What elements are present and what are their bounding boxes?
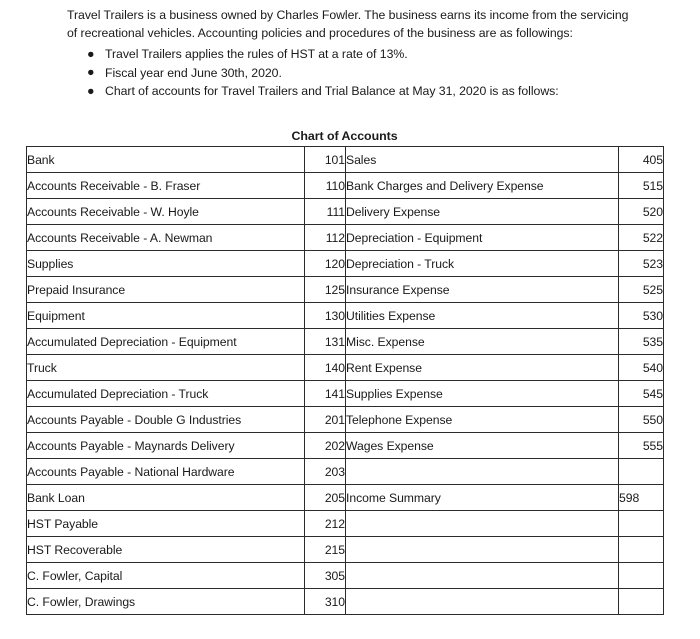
account-number-cell: 120 <box>305 251 346 277</box>
account-name-cell <box>346 589 619 615</box>
account-name-cell: Accounts Receivable - B. Fraser <box>27 173 305 199</box>
account-number-cell: 202 <box>305 433 346 459</box>
account-name-cell: Accounts Receivable - A. Newman <box>27 225 305 251</box>
account-name-cell: Truck <box>27 355 305 381</box>
account-name-cell: Accounts Payable - Maynards Delivery <box>27 433 305 459</box>
page-title: Chart of Accounts <box>291 129 398 143</box>
account-name-cell: HST Recoverable <box>27 537 305 563</box>
bullet-icon: ● <box>87 46 95 61</box>
account-name-cell: Income Summary <box>346 485 619 511</box>
account-number-cell: 131 <box>305 329 346 355</box>
table-row <box>27 381 664 407</box>
account-number-cell: 111 <box>305 199 346 225</box>
account-name-cell: Telephone Expense <box>346 407 619 433</box>
account-number-cell: 545 <box>619 381 664 407</box>
policy-bullet-label: Fiscal year end June 30th, 2020. <box>105 65 282 80</box>
account-number-cell: 125 <box>305 277 346 303</box>
account-name-cell: Bank Loan <box>27 485 305 511</box>
account-number-cell: 112 <box>305 225 346 251</box>
account-name-cell: C. Fowler, Drawings <box>27 589 305 615</box>
table-row <box>27 173 664 199</box>
account-name-cell: Insurance Expense <box>346 277 619 303</box>
account-number-cell: 140 <box>305 355 346 381</box>
account-name-cell: Delivery Expense <box>346 199 619 225</box>
chart-of-accounts-table <box>26 146 664 615</box>
account-number-cell: 205 <box>305 485 346 511</box>
account-name-cell: Equipment <box>27 303 305 329</box>
account-number-cell: 101 <box>305 147 346 173</box>
account-number-cell <box>619 511 664 537</box>
account-name-cell: Wages Expense <box>346 433 619 459</box>
policy-bullet-list <box>67 45 637 100</box>
intro-paragraph: Travel Trailers is a business owned by Charles Fowler. The business earns its income from the servicing of recreational vehicles. Accounting policies and procedures of the business are as followings: <box>67 8 629 41</box>
policy-bullet-label: Chart of accounts for Travel Trailers and Trial Balance at May 31, 2020 is as follows: <box>105 84 559 99</box>
account-number-cell: 525 <box>619 277 664 303</box>
account-name-cell: Prepaid Insurance <box>27 277 305 303</box>
account-number-cell: 310 <box>305 589 346 615</box>
account-number-cell: 520 <box>619 199 664 225</box>
table-row <box>27 147 664 173</box>
account-name-cell: Rent Expense <box>346 355 619 381</box>
account-name-cell: Depreciation - Truck <box>346 251 619 277</box>
account-name-cell <box>346 459 619 485</box>
account-name-cell: Accumulated Depreciation - Truck <box>27 381 305 407</box>
account-number-cell: 110 <box>305 173 346 199</box>
account-number-cell <box>619 589 664 615</box>
table-row <box>27 355 664 381</box>
table-row <box>27 225 664 251</box>
account-name-cell: Misc. Expense <box>346 329 619 355</box>
table-row <box>27 251 664 277</box>
account-number-cell: 215 <box>305 537 346 563</box>
account-name-cell: Supplies <box>27 251 305 277</box>
policy-bullet-item <box>67 45 637 63</box>
bullet-icon: ● <box>87 65 95 80</box>
account-name-cell <box>346 563 619 589</box>
account-number-cell <box>619 537 664 563</box>
account-number-cell: 130 <box>305 303 346 329</box>
policy-bullet-label: Travel Trailers applies the rules of HST at a rate of 13%. <box>105 47 408 62</box>
table-row <box>27 485 664 511</box>
account-number-cell: 598 <box>619 485 664 511</box>
account-number-cell <box>619 459 664 485</box>
account-number-cell: 203 <box>305 459 346 485</box>
account-number-cell: 305 <box>305 563 346 589</box>
account-name-cell: Bank <box>27 147 305 173</box>
account-name-cell: HST Payable <box>27 511 305 537</box>
table-row <box>27 433 664 459</box>
intro-block <box>67 6 637 101</box>
account-number-cell: 555 <box>619 433 664 459</box>
account-name-cell: Accounts Receivable - W. Hoyle <box>27 199 305 225</box>
chart-of-accounts-body <box>27 147 664 615</box>
account-number-cell: 535 <box>619 329 664 355</box>
account-number-cell: 550 <box>619 407 664 433</box>
table-row <box>27 277 664 303</box>
account-number-cell: 405 <box>619 147 664 173</box>
table-row <box>27 407 664 433</box>
account-name-cell: Accounts Payable - National Hardware <box>27 459 305 485</box>
table-row <box>27 511 664 537</box>
account-name-cell: Utilities Expense <box>346 303 619 329</box>
table-row <box>27 303 664 329</box>
account-name-cell: Bank Charges and Delivery Expense <box>346 173 619 199</box>
account-name-cell <box>346 511 619 537</box>
bullet-icon: ● <box>87 83 95 98</box>
account-number-cell: 212 <box>305 511 346 537</box>
account-name-cell: Supplies Expense <box>346 381 619 407</box>
account-name-cell: Sales <box>346 147 619 173</box>
account-number-cell: 530 <box>619 303 664 329</box>
account-name-cell <box>346 537 619 563</box>
table-row <box>27 563 664 589</box>
table-row <box>27 537 664 563</box>
account-name-cell: C. Fowler, Capital <box>27 563 305 589</box>
account-number-cell: 522 <box>619 225 664 251</box>
account-number-cell: 141 <box>305 381 346 407</box>
account-name-cell: Accounts Payable - Double G Industries <box>27 407 305 433</box>
table-row <box>27 199 664 225</box>
account-number-cell <box>619 563 664 589</box>
table-row <box>27 459 664 485</box>
table-row <box>27 589 664 615</box>
account-number-cell: 523 <box>619 251 664 277</box>
account-number-cell: 201 <box>305 407 346 433</box>
policy-bullet-item <box>67 82 637 100</box>
account-number-cell: 515 <box>619 173 664 199</box>
account-name-cell: Depreciation - Equipment <box>346 225 619 251</box>
policy-bullet-item <box>67 64 637 82</box>
account-name-cell: Accumulated Depreciation - Equipment <box>27 329 305 355</box>
account-number-cell: 540 <box>619 355 664 381</box>
table-row <box>27 329 664 355</box>
